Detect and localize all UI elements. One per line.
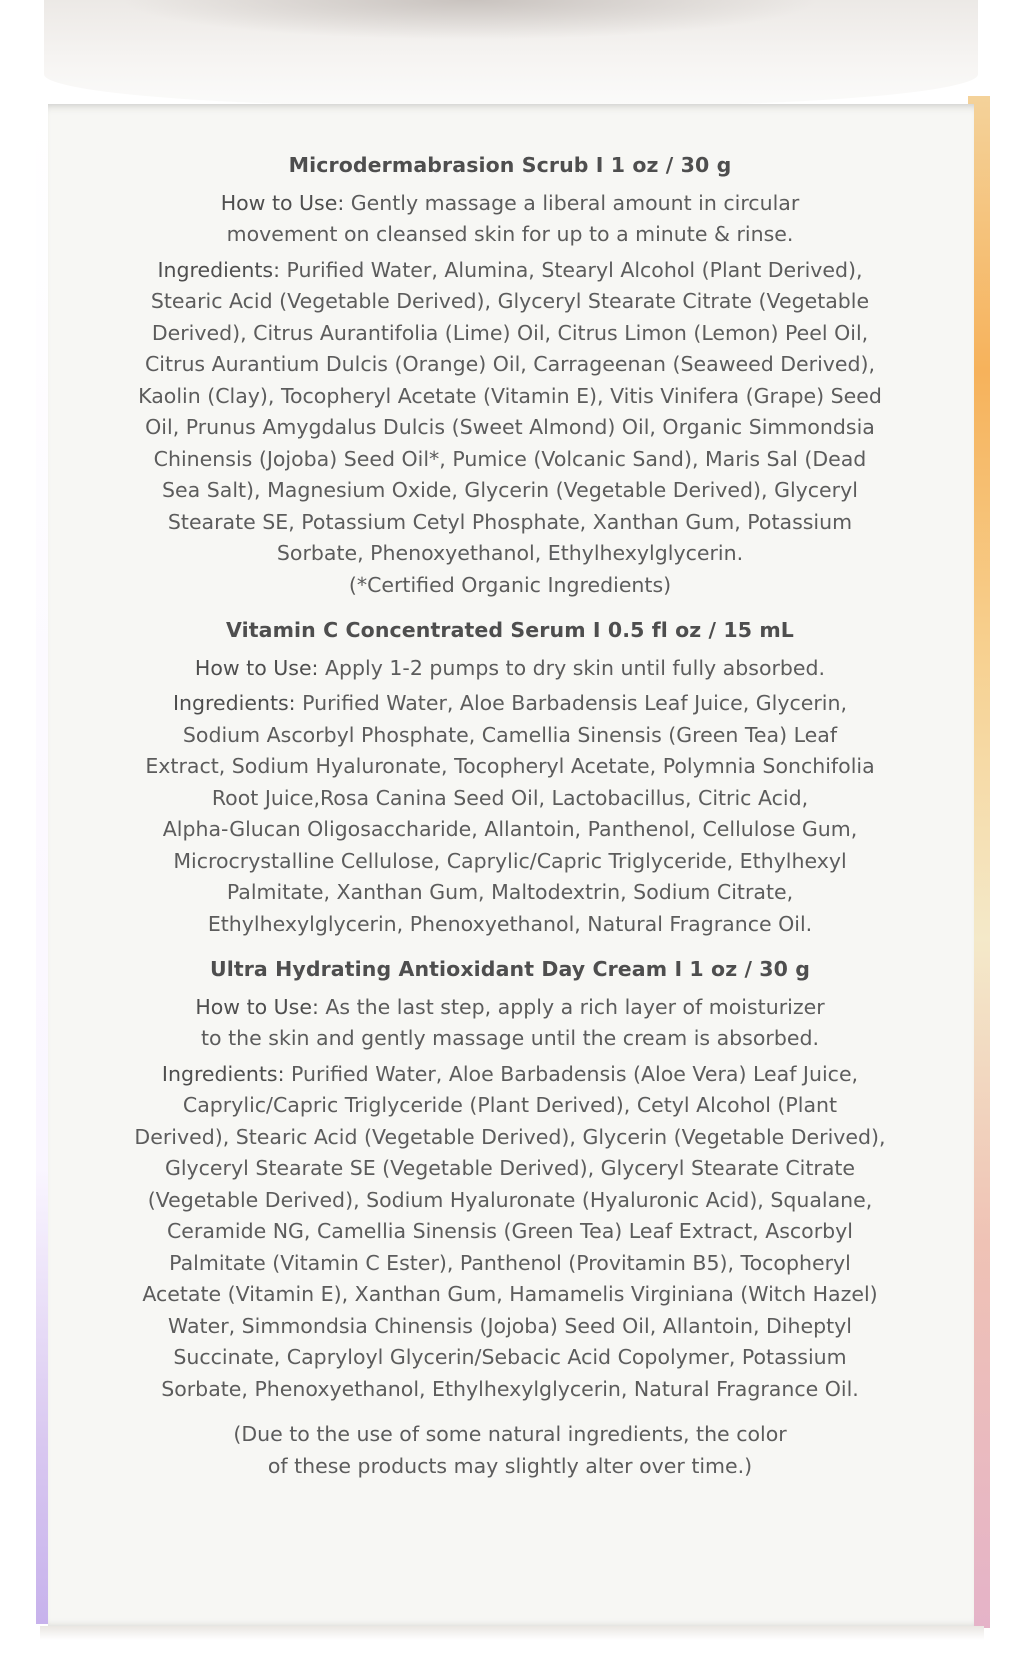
ingredients-line: Oil, Prunus Amygdalus Dulcis (Sweet Almond) Oil, Organic Simmondsia <box>145 415 875 439</box>
ingredients-line: Palmitate (Vitamin C Ester), Panthenol (Provitamin B5), Tocopheryl <box>169 1250 851 1275</box>
ingredients-line: Water, Simmondsia Chinensis (Jojoba) Seed Oil, Allantoin, Diheptyl <box>168 1313 852 1338</box>
how-to-use-line: How to Use: Apply 1-2 pumps to dry skin until fully absorbed. <box>194 655 826 680</box>
disclaimer-line: of these products may slightly alter over time.) <box>267 1453 753 1478</box>
organic-note: (*Certified Organic Ingredients) <box>348 572 672 597</box>
ingredients-line: Derived), Citrus Aurantifolia (Lime) Oil, Citrus Limon (Lemon) Peel Oil, <box>151 320 869 345</box>
ingredients-line: Glyceryl Stearate SE (Vegetable Derived), Glyceryl Stearate Citrate <box>164 1156 856 1180</box>
how-to-use <box>60 653 960 685</box>
ingredients-line: Extract, Sodium Hyaluronate, Tocopheryl Acetate, Polymnia Sonchifolia <box>145 754 875 778</box>
ingredients-line: Stearic Acid (Vegetable Derived), Glyceryl Stearate Citrate (Vegetable <box>150 289 870 313</box>
ingredients-line: Citrus Aurantium Dulcis (Orange) Oil, Carrageenan (Seaweed Derived), <box>144 352 876 376</box>
ingredients-line: Stearate SE, Potassium Cetyl Phosphate, Xanthan Gum, Potassium <box>167 509 853 534</box>
how-to-use-line: How to Use: As the last step, apply a rich layer of moisturizer <box>195 994 825 1019</box>
product-section-serum <box>60 615 960 940</box>
ingredients-label: Ingredients: <box>157 257 281 282</box>
ingredients <box>60 688 960 940</box>
how-to-use-line: to the skin and gently massage until the cream is absorbed. <box>201 1026 819 1050</box>
ingredients-line: Ceramide NG, Camellia Sinensis (Green Tea) Leaf Extract, Ascorbyl <box>166 1219 853 1243</box>
product-title: Microdermabrasion Scrub I 1 oz / 30 g <box>288 153 732 177</box>
product-title: Ultra Hydrating Antioxidant Day Cream I 1 oz / 30 g <box>209 957 811 981</box>
how-to-use-label: How to Use: <box>194 655 319 680</box>
how-to-use <box>60 188 960 251</box>
ingredients-line: Acetate (Vitamin E), Xanthan Gum, Hamamelis Virginiana (Witch Hazel) <box>142 1282 878 1306</box>
disclaimer-line: (Due to the use of some natural ingredients, the color <box>233 1422 787 1446</box>
ingredients-line: Root Juice,Rosa Canina Seed Oil, Lactobacillus, Citric Acid, <box>211 785 809 810</box>
ingredients-line: Chinensis (Jojoba) Seed Oil*, Pumice (Volcanic Sand), Maris Sal (Dead <box>153 446 867 471</box>
ingredients <box>60 255 960 602</box>
ingredients-line: Sorbate, Phenoxyethanol, Ethylhexylglycerin, Natural Fragrance Oil. <box>161 1376 859 1401</box>
ingredients-line: Succinate, Capryloyl Glycerin/Sebacic Acid Copolymer, Potassium <box>173 1345 847 1369</box>
ingredients-line: Ingredients: Purified Water, Aloe Barbadensis (Aloe Vera) Leaf Juice, <box>161 1061 859 1086</box>
ingredients-line: Sea Salt), Magnesium Oxide, Glycerin (Vegetable Derived), Glyceryl <box>162 478 858 502</box>
box-bottom-edge <box>40 1626 984 1640</box>
color-disclaimer <box>60 1419 960 1482</box>
ingredients <box>60 1059 960 1406</box>
ingredients-line: Microcrystalline Cellulose, Caprylic/Capric Triglyceride, Ethylhexyl <box>173 848 847 873</box>
product-section-day-cream <box>60 954 960 1405</box>
product-title: Vitamin C Concentrated Serum I 0.5 fl oz / 15 mL <box>226 618 794 642</box>
ingredients-line: Sorbate, Phenoxyethanol, Ethylhexylglycerin. <box>276 541 744 565</box>
how-to-use-label: How to Use: <box>195 994 319 1019</box>
ingredients-line: Alpha-Glucan Oligosaccharide, Allantoin, Panthenol, Cellulose Gum, <box>162 817 858 841</box>
ingredients-line: Ethylhexylglycerin, Phenoxyethanol, Natural Fragrance Oil. <box>207 911 813 936</box>
how-to-use-line: How to Use: Gently massage a liberal amount in circular <box>220 190 800 215</box>
ingredients-line: Sodium Ascorbyl Phosphate, Camellia Sinensis (Green Tea) Leaf <box>182 722 838 747</box>
ingredients-line: Ingredients: Purified Water, Alumina, Stearyl Alcohol (Plant Derived), <box>157 257 863 282</box>
box-fold-shadow <box>120 0 820 40</box>
ingredients-label: Ingredients: <box>161 1061 285 1086</box>
ingredients-line: (Vegetable Derived), Sodium Hyaluronate (Hyaluronic Acid), Squalane, <box>147 1187 873 1212</box>
label-text-block <box>60 150 960 1486</box>
ingredients-line: Caprylic/Capric Triglyceride (Plant Derived), Cetyl Alcohol (Plant <box>182 1093 838 1117</box>
ingredients-line: Palmitate, Xanthan Gum, Maltodextrin, Sodium Citrate, <box>226 880 794 904</box>
ingredients-label: Ingredients: <box>173 691 296 715</box>
how-to-use-line: movement on cleansed skin for up to a minute & rinse. <box>226 222 794 246</box>
ingredients-line: Ingredients: Purified Water, Aloe Barbadensis Leaf Juice, Glycerin, <box>173 691 847 715</box>
how-to-use <box>60 992 960 1055</box>
ingredients-line: Kaolin (Clay), Tocopheryl Acetate (Vitamin E), Vitis Vinifera (Grape) Seed <box>138 383 882 408</box>
ingredients-line: Derived), Stearic Acid (Vegetable Derived), Glycerin (Vegetable Derived), <box>134 1124 886 1149</box>
product-section-scrub <box>60 150 960 601</box>
how-to-use-label: How to Use: <box>220 190 345 215</box>
